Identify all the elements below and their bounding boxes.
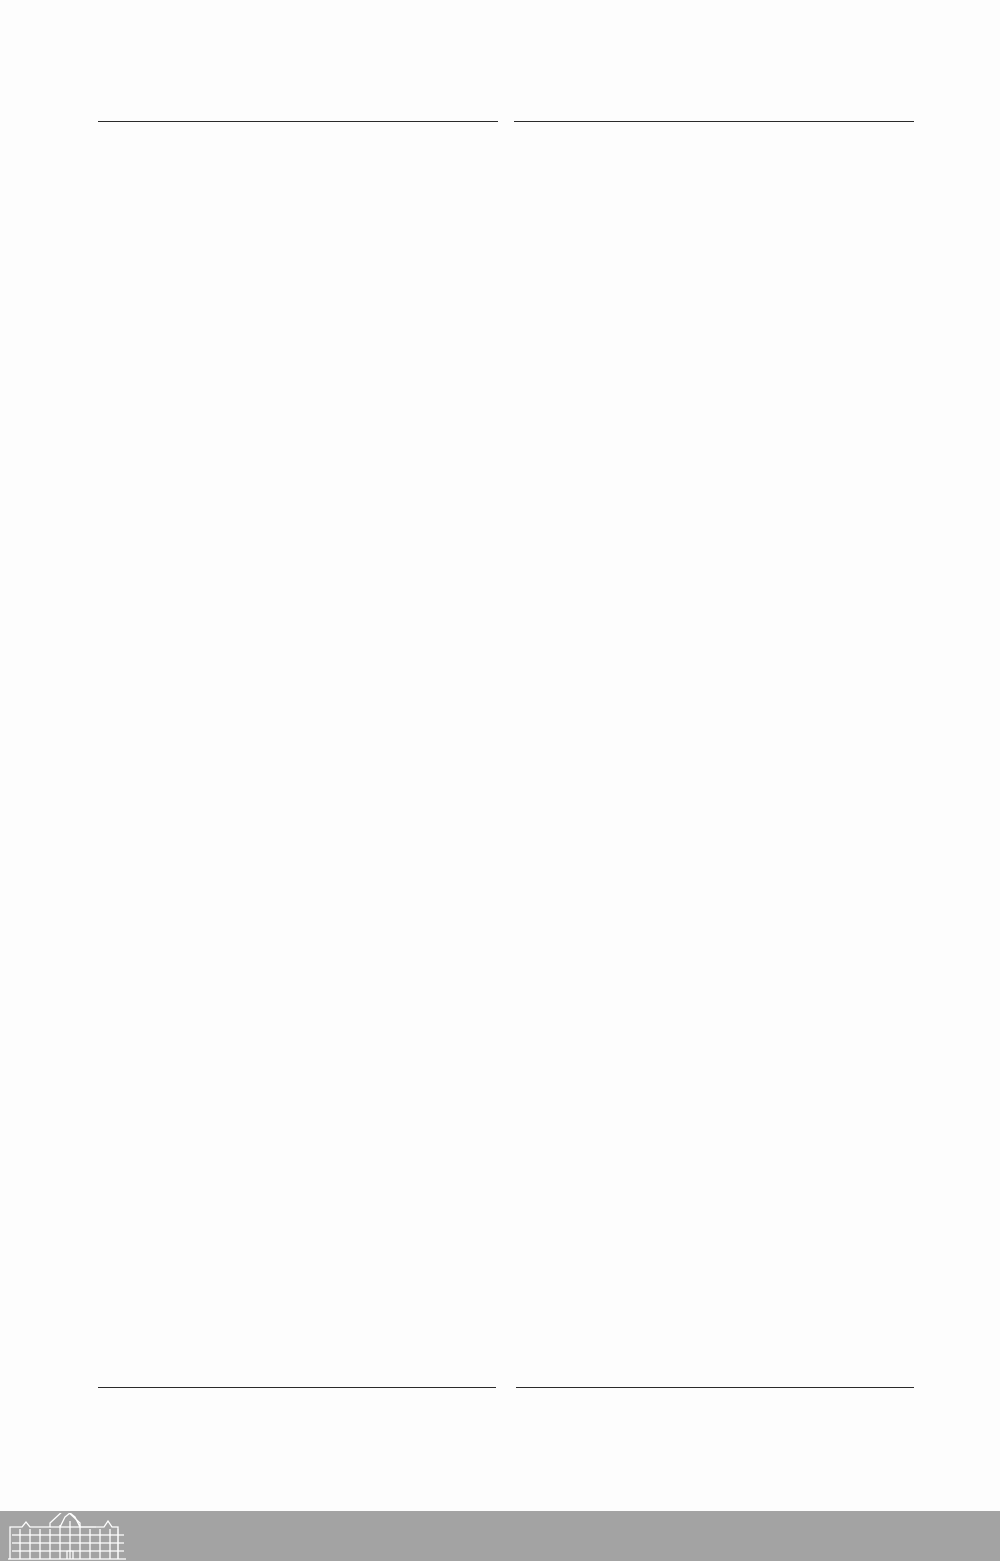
footer-rule-right bbox=[516, 1387, 914, 1388]
library-banner bbox=[0, 1511, 1000, 1561]
footer-rule-left bbox=[98, 1387, 496, 1388]
header-rule-right bbox=[514, 121, 914, 122]
library-building-icon bbox=[6, 1513, 128, 1561]
header-rule-left bbox=[98, 121, 498, 122]
running-head bbox=[98, 106, 914, 136]
page-footer-folio bbox=[98, 1372, 914, 1402]
